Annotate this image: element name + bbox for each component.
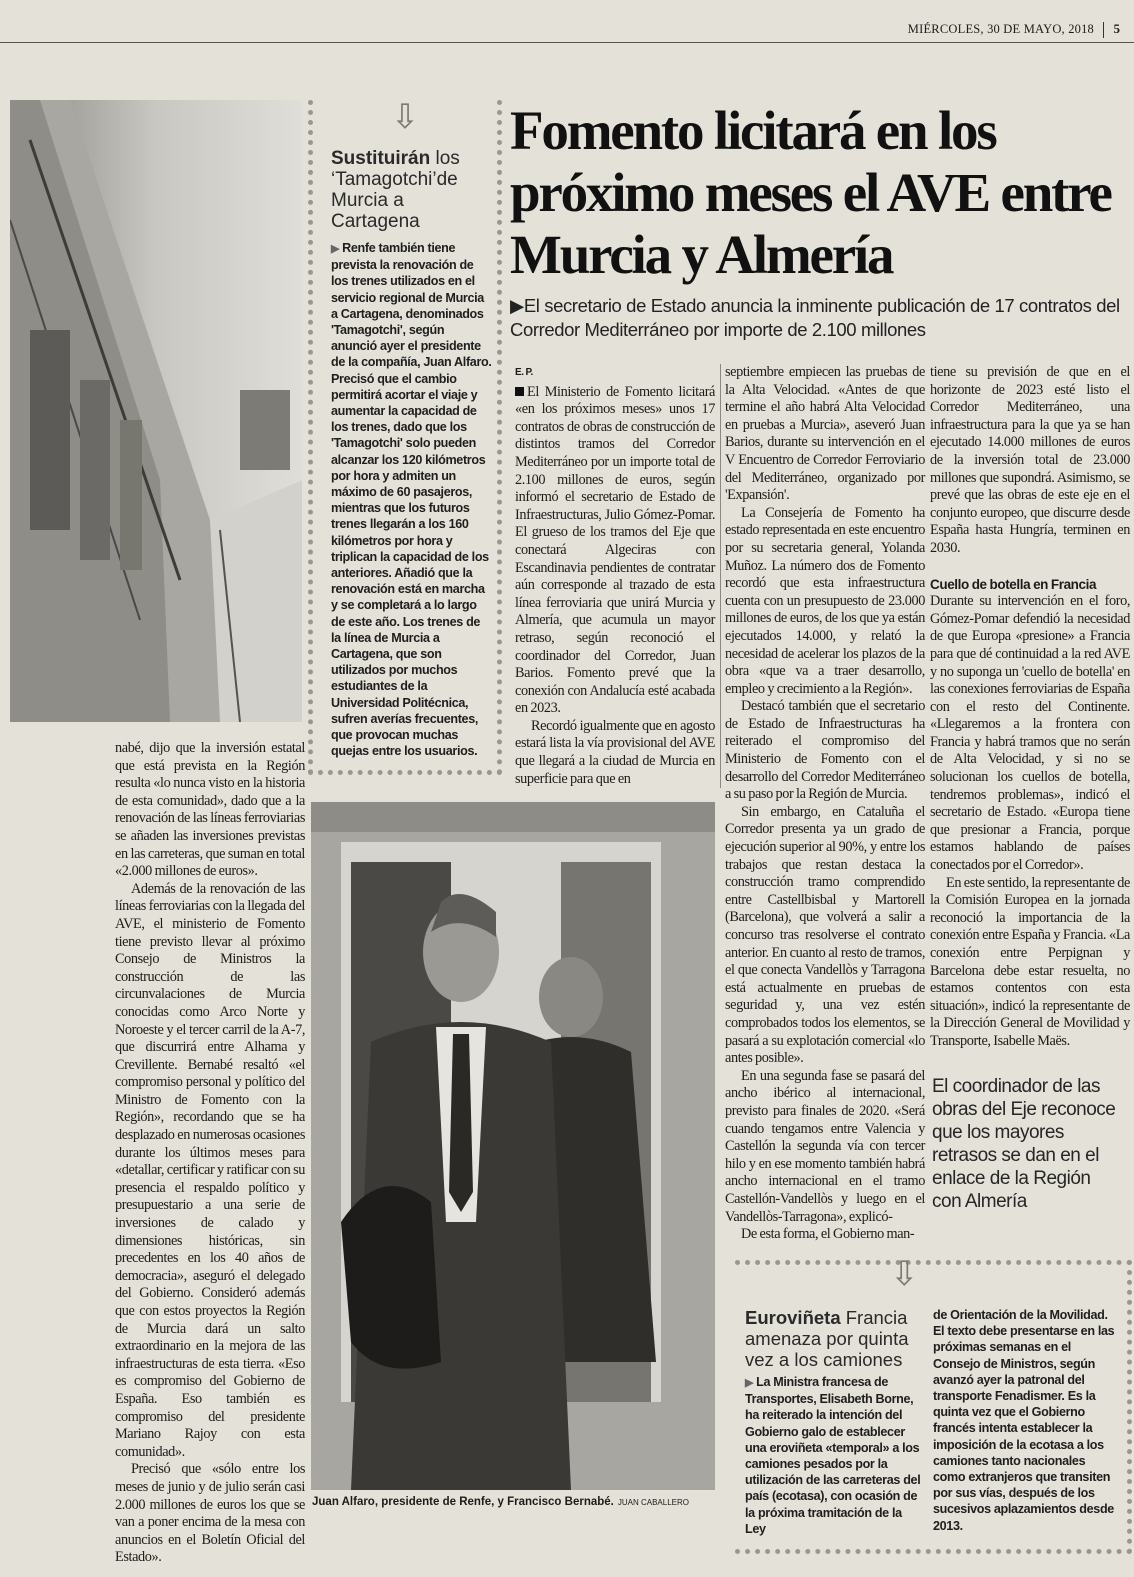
page-date: MIÉRCOLES, 30 DE MAYO, 2018 — [907, 22, 1094, 36]
article-column-1 — [515, 364, 715, 788]
article-column-3 — [930, 364, 1130, 1051]
officials-photo — [311, 802, 715, 1490]
sidebar-title-rest: los ‘Tamagotchi’de Murcia a Cartagena — [331, 148, 460, 232]
section-subhead: Cuello de botella en Francia — [930, 576, 1097, 592]
headline-block — [510, 100, 1130, 342]
paragraph-text: El Ministerio de Fomento licitará «en los próximos meses» unos 17 contratos de obras de construcción de distintos tramos del Corredor Mediterráneo por un importe total de 2.100 millones de euros, según informó el secretario de Estado de Infraestructuras, Julio Gómez-Pomar. El grueso de los tramos del Eje que conectará Algeciras con Escandinavia pendientes de contratar aún corresponde al trazado de esta línea ferroviaria que unirá Murcia y Almería, que acumula un mayor retraso, según reconoció el coordinador del Corredor, Juan Barios. Fomento prevé que la conexión con Andalucía esté acabada en 2023. — [515, 383, 715, 717]
paragraph: nabé, dijo que la inversión estatal que está prevista en la Región resulta «lo nunca visto en la historia de esta comunidad», dado que a la renovación de las líneas ferroviarias se añaden las inversiones previstas en las carreteras, que suman en total «2.000 millones de euros». — [115, 740, 305, 880]
sidebar-title — [331, 148, 493, 232]
sidebar-title-bold: Sustituirán — [331, 148, 431, 169]
down-arrow-icon: ⇩ — [890, 1254, 919, 1294]
down-arrow-icon: ⇩ — [390, 97, 420, 137]
paragraph: En este sentido, la representante de la Comisión Europea en la jornada reconoció la importancia de la conexión entre España y Francia. «La conexión entre Perpignan y Barcelona debe estar resuelta, no estamos contentos con esta situación», indicó la representante de la Dirección General de Movilidad y Transporte, Isabelle Maës. — [930, 874, 1130, 1049]
eurovineta-title-rest: Francia amenaza por quinta vez a los camiones — [745, 1307, 909, 1370]
paragraph: La Consejería de Fomento ha estado representada en este encuentro por su secretaria general, Yolanda Muñoz. La número dos de Fomento recordó que esta infraestructura cuenta con un presupuesto de 23.000 millones de euros, de los que ya están ejecutados 14.000, y relató la necesidad de acelerar los plazos de la obra «que va a traer desarrollo, empleo y crecimiento a la Región». — [725, 504, 925, 697]
sidebar-body-text: Renfe también tiene prevista la renovación de los trenes utilizados en el servicio regional de Murcia a Cartagena, denominados 'Tamagotchi', según anunció ayer el presidente de la compañía, Juan Alfaro. Precisó que el cambio permitirá acortar el viaje y aumentar la capacidad de los trenes, dado que los 'Tamagotchi' solo pueden alcanzar los 120 kilómetros por hora y admiten un máximo de 60 pasajeros, mientras que los futuros trenes llegarán a los 160 kilómetros por hora y triplican la capacidad de los anteriores. Añadió que la renovación está en marcha y se completará a lo largo de este año. Los trenes de la línea de Murcia a Cartagena, que son utilizados por muchos estudiantes de la Universidad Politécnica, sufren averías frecuentes, que provocan muchas quejas entre los usuarios. — [331, 241, 492, 759]
eurovineta-title-bold: Euroviñeta — [745, 1307, 841, 1328]
column-rule — [720, 364, 721, 788]
header-separator — [1103, 22, 1104, 38]
paragraph: Precisó que «sólo entre los meses de junio y de julio serán casi 2.000 millones de euros los que se van a poner encima de la mesa con anuncios en el Boletín Oficial del Estado». — [115, 1461, 305, 1566]
paragraph: De esta forma, el Gobierno man- — [741, 1226, 915, 1243]
paragraph: Recordó igualmente que en agosto estará lista la vía provisional del AVE que llegará a la ciudad de Murcia en superficie para que en — [515, 717, 715, 787]
eurovineta-body-a-text: La Ministra francesa de Transportes, Elisabeth Borne, ha reiterado la intención del Gobierno galo de establecer una eroviñeta «temporal» a los camiones pesados por la utilización de las carreteras del país (ecotasa), con ocasión de la próxima tramitación de la Ley — [745, 1375, 921, 1536]
eurovineta-body-b: de Orientación de la Movilidad. El texto debe presentarse en las próximas semanas en el Consejo de Ministros, según avanzó ayer la patronal del transporte Fenadismer. Es la quinta vez que el Gobierno francés intenta establecer la imposición de la ecotasa a los camiones tanto nacionales como extranjeros que transiten por sus vías, después de los sucesivos aplazamientos desde 2013. — [933, 1308, 1115, 1533]
subtitle-text: El secretario de Estado anuncia la inminente publicación de 17 contratos del Corredor Mediterráneo por importe de 2.100 millones — [510, 295, 1120, 340]
headline: Fomento licitará en los próximo meses el AVE entre Murcia y Almería — [510, 100, 1111, 285]
train-photo-image — [10, 100, 302, 722]
photo-caption — [312, 1496, 689, 1508]
header-rule — [0, 42, 1134, 43]
sidebar-box-tamagotchi — [308, 97, 502, 775]
article-column-2 — [725, 364, 925, 1244]
caption-text: Juan Alfaro, presidente de Renfe, y Francisco Bernabé. — [312, 1496, 614, 1508]
paragraph — [515, 384, 715, 718]
page-number: 5 — [1113, 21, 1120, 36]
officials-photo-image — [311, 802, 715, 1490]
article-column-left — [115, 740, 305, 1567]
paragraph: septiembre empiecen las pruebas de la Alta Velocidad. «Antes de que termine el año habrá Alta Velocidad en pruebas a Murcia», aseveró Juan Barios, durante su intervención en el V Encuentro de Corredor Ferroviario del Mediterráneo, organizado por 'Expansión'. — [725, 364, 925, 504]
triangle-bullet-icon: ▶ — [745, 1377, 754, 1389]
sidebar-body — [331, 240, 493, 760]
paragraph: En una segunda fase se pasará del ancho ibérico al internacional, previsto para finales de 2020. «Será cuando tengamos entre Valencia y Castellón la segunda vía con tercer hilo y en ese momento también habrá ancho internacional en el tramo Castellón-Vandellòs y luego en el Vandellòs-Tarragona», explicó- — [725, 1067, 925, 1225]
eurovineta-title — [745, 1307, 925, 1370]
paragraph: Además de la renovación de las líneas ferroviarias con la llegada del AVE, el ministerio de Fomento tiene previsto llevar al próximo Consejo de Ministros la construcción de las circunvalaciones de Murcia conocidas como Arco Norte y Noroeste y el tercer carril de la A-7, que discurrirá entre Alhama y Crevillente. Bernabé resaltó «el compromiso personal y político del Ministro de Fomento con la Región», recordando que se ha desplazado en numerosas ocasiones durante los últimos meses para «detallar, certificar y ratificar con su presencia el respaldo político y presupuestario a una serie de inversiones de calado y dimensiones históricas, sin precedentes en los 40 años de democracia», aseguró el delegado del Gobierno. Consideró además que con estos proyectos la Región de Murcia dará un salto extraordinario en la mejora de las infraestructuras de esta tierra. «Eso es compromiso del Gobierno de España. Eso también es compromiso del presidente Mariano Rajoy con esta comunidad». — [115, 880, 305, 1460]
byline: E. P. — [515, 367, 533, 378]
sidebar-box-eurovineta — [735, 1254, 1132, 1554]
paragraph: Sin embargo, en Cataluña el Corredor presenta ya un grado de ejecución superior al 90%, y entre los trabajos que restan destaca la construcción tramo comprendido entre Castellbisbal y Martorell (Barcelona), que volverá a salir a concurso tras resolverse el contrato anterior. En cuanto al resto de tramos, el que conecta Vandellòs y Tarragona está actualmente en pruebas de seguridad y, una vez estén comprobados todos los elementos, se pasará a su explotación comercial «lo antes posible». — [725, 803, 925, 1067]
subtitle — [510, 294, 1130, 342]
square-bullet-icon — [515, 387, 524, 396]
pull-quote: El coordinador de las obras del Eje reconoce que los mayores retrasos se dan en el enlace de la Región con Almería — [932, 1076, 1116, 1212]
eurovineta-body-a — [745, 1374, 925, 1537]
photo-credit: JUAN CABALLERO — [617, 1498, 689, 1507]
triangle-bullet-icon: ▶ — [510, 295, 524, 316]
triangle-bullet-icon: ▶ — [331, 243, 340, 255]
eurovineta-left-column — [745, 1307, 925, 1537]
paragraph: Durante su intervención en el foro, Gómez-Pomar defendió la necesidad de que Europa «presione» a Francia para que dé continuidad a la red AVE y no suponga un 'cuello de botella' en las conexiones ferroviarias de España con el resto del Continente. «Llegaremos a la frontera con Francia y habrá tramos que no serán de Alta Velocidad, y si no se solucionan los cuellos de botella, tendremos problemas», indicó el secretario de Estado. «Europa tiene que presionar a Francia, porque estamos hablando de países conectados por el Corredor». — [930, 593, 1130, 874]
paragraph: tiene su previsión de que en el horizonte de 2023 esté listo el Corredor Mediterráneo, una infraestructura para la que ya se han ejecutado 14.000 millones de euros de la inversión total de 23.000 millones que supondrá. Asimismo, se prevé que las obras de este eje en el conjunto europeo, que discurre desde España hasta Hungría, terminen en 2030. — [930, 364, 1130, 556]
train-photo — [10, 100, 302, 722]
paragraph: Destacó también que el secretario de Estado de Infraestructuras ha reiterado el compromiso del Ministerio de Fomento con el desarrollo del Corredor Mediterráneo a su paso por la Región de Murcia. — [725, 698, 925, 803]
